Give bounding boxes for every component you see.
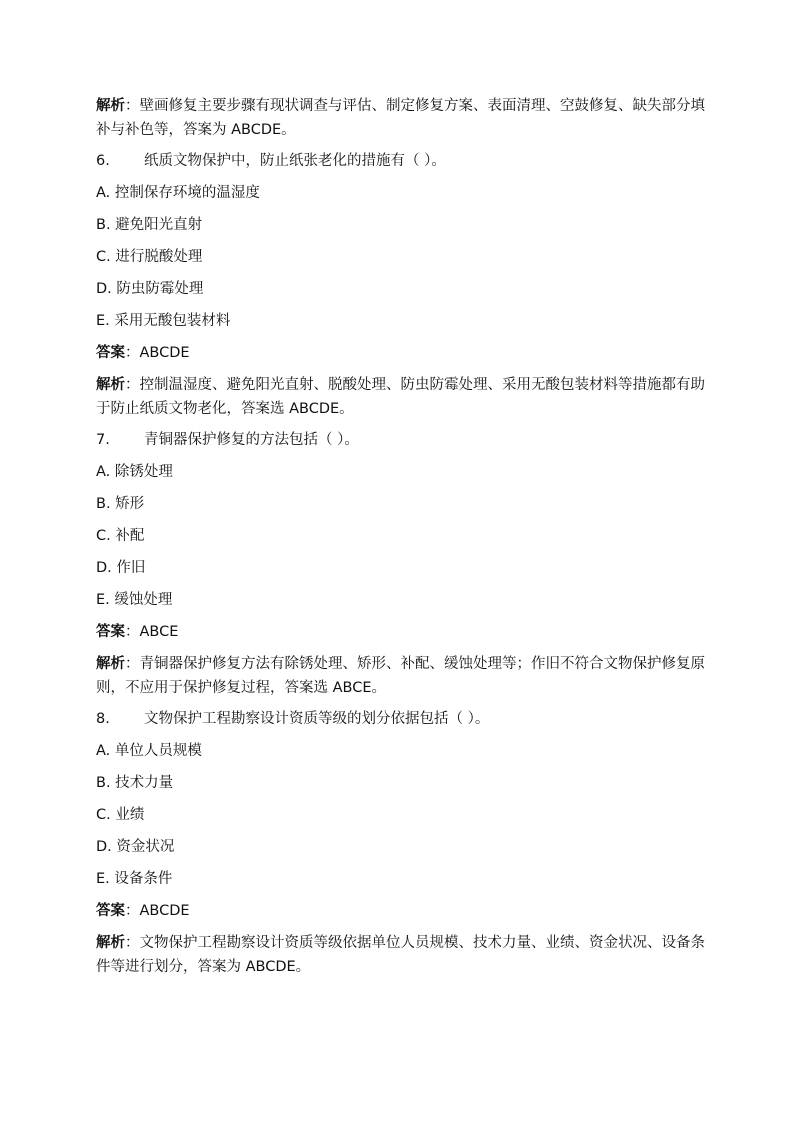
explanation-paragraph [96, 94, 706, 142]
option-d: D. 防虫防霉处理 [96, 281, 204, 297]
option-a: A. 单位人员规模 [96, 743, 202, 759]
option-b: B. 避免阳光直射 [96, 217, 203, 233]
question-text: 纸质文物保护中，防止纸张老化的措施有（ ）。 [144, 153, 446, 169]
explanation-paragraph [96, 652, 706, 700]
document-page [96, 94, 706, 986]
option-a: A. 控制保存环境的温湿度 [96, 185, 260, 201]
option-e: E. 采用无酸包装材料 [96, 313, 231, 329]
explanation-label: 解析 [96, 98, 125, 114]
answer-value: ABCDE [139, 903, 190, 919]
explanation-label: 解析 [96, 935, 125, 951]
label-separator: ： [125, 345, 140, 361]
question-text: 文物保护工程勘察设计资质等级的划分依据包括（ ）。 [144, 711, 490, 727]
option-b: B. 技术力量 [96, 775, 174, 791]
explanation-paragraph [96, 931, 706, 979]
option-a: A. 除锈处理 [96, 464, 173, 480]
option-c: C. 进行脱酸处理 [96, 249, 203, 265]
explanation-label: 解析 [96, 377, 125, 393]
question-8 [96, 707, 706, 731]
label-separator: ： [125, 624, 140, 640]
option-e: E. 缓蚀处理 [96, 592, 173, 608]
answer-value: ABCDE [139, 345, 190, 361]
question-number: 6. [96, 153, 110, 169]
answer-line [96, 899, 706, 923]
option-b: B. 矫形 [96, 496, 145, 512]
option-d: D. 作旧 [96, 560, 146, 576]
option-c: C. 补配 [96, 528, 145, 544]
question-7 [96, 428, 706, 452]
question-number: 8. [96, 711, 110, 727]
label-separator: ： [125, 903, 140, 919]
answer-label: 答案 [96, 903, 125, 919]
answer-label: 答案 [96, 345, 125, 361]
explanation-text: 文物保护工程勘察设计资质等级依据单位人员规模、技术力量、业绩、资金状况、设备条件等进行划分，答案为 ABCDE。 [96, 935, 705, 975]
label-separator: ： [125, 98, 140, 114]
explanation-text: 青铜器保护修复方法有除锈处理、矫形、补配、缓蚀处理等；作旧不符合文物保护修复原则，不应用于保护修复过程，答案选 ABCE。 [96, 656, 705, 696]
question-6 [96, 149, 706, 173]
answer-label: 答案 [96, 624, 125, 640]
explanation-text: 壁画修复主要步骤有现状调查与评估、制定修复方案、表面清理、空鼓修复、缺失部分填补与补色等，答案为 ABCDE。 [96, 98, 705, 138]
answer-line [96, 341, 706, 365]
question-number: 7. [96, 432, 110, 448]
explanation-paragraph [96, 373, 706, 421]
option-e: E. 设备条件 [96, 871, 173, 887]
label-separator: ： [125, 656, 140, 672]
answer-value: ABCE [139, 624, 179, 640]
label-separator: ： [125, 935, 140, 951]
option-d: D. 资金状况 [96, 839, 175, 855]
explanation-text: 控制温湿度、避免阳光直射、脱酸处理、防虫防霉处理、采用无酸包装材料等措施都有助于防止纸质文物老化，答案选 ABCDE。 [96, 377, 705, 417]
explanation-label: 解析 [96, 656, 125, 672]
label-separator: ： [125, 377, 140, 393]
option-c: C. 业绩 [96, 807, 145, 823]
answer-line [96, 620, 706, 644]
question-text: 青铜器保护修复的方法包括（ ）。 [144, 432, 359, 448]
